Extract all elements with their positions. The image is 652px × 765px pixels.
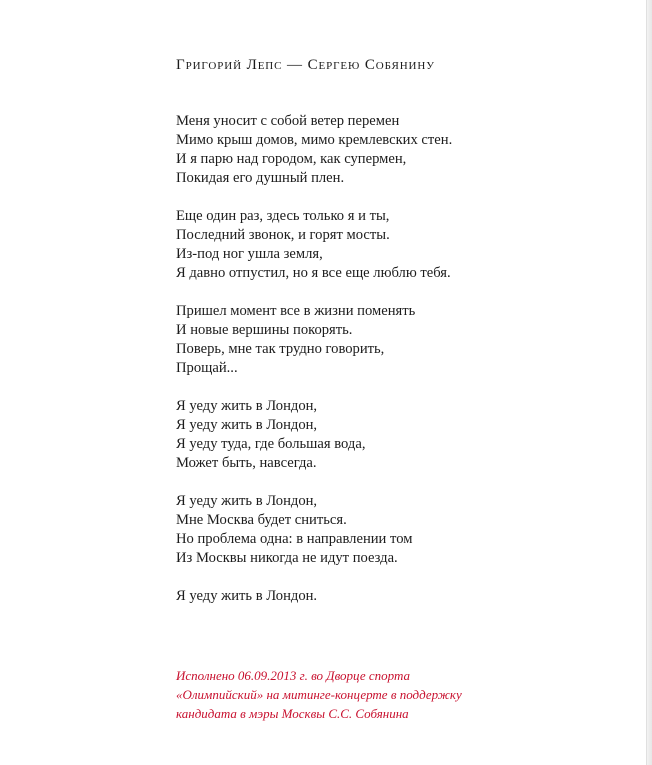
page-title: Григорий Лепс — Сергею Собянину <box>176 57 435 73</box>
poem-line: Из-под ног ушла земля, <box>176 246 323 262</box>
stanza-2 <box>176 207 616 283</box>
poem-line: Из Москвы никогда не идут поезда. <box>176 550 398 566</box>
stanza-4 <box>176 397 616 473</box>
note-line: кандидата в мэры Москвы С.С. Собянина <box>176 706 409 721</box>
performance-note <box>176 666 616 723</box>
poem-line: Пришел момент все в жизни поменять <box>176 303 416 319</box>
poem-line: Мне Москва будет сниться. <box>176 512 347 528</box>
poem-line: Прощай... <box>176 360 238 376</box>
poem-line: Последний звонок, и горят мосты. <box>176 227 390 243</box>
note-line: «Олимпийский» на митинге-концерте в поддержку <box>176 687 462 702</box>
poem <box>176 112 616 625</box>
stanza-6 <box>176 587 616 606</box>
stanza-1 <box>176 112 616 188</box>
poem-line: Меня уносит с собой ветер перемен <box>176 113 400 129</box>
poem-line: Я уеду жить в Лондон, <box>176 398 318 414</box>
stanza-5 <box>176 492 616 568</box>
stanza-3 <box>176 302 616 378</box>
poem-line: И новые вершины покорять. <box>176 322 353 338</box>
poem-line: Но проблема одна: в направлении том <box>176 531 413 547</box>
poem-line: И я парю над городом, как супермен, <box>176 151 407 167</box>
poem-line: Я давно отпустил, но я все еще люблю тебя. <box>176 265 451 281</box>
page-edge <box>646 0 652 765</box>
note-line: Исполнено 06.09.2013 г. во Дворце спорта <box>176 668 411 683</box>
poem-line: Я уеду туда, где большая вода, <box>176 436 366 452</box>
poem-line: Покидая его душный плен. <box>176 170 345 186</box>
poem-line: Может быть, навсегда. <box>176 455 317 471</box>
poem-line: Я уеду жить в Лондон, <box>176 417 318 433</box>
poem-line: Еще один раз, здесь только я и ты, <box>176 208 390 224</box>
poem-line: Поверь, мне так трудно говорить, <box>176 341 385 357</box>
poem-line: Я уеду жить в Лондон, <box>176 493 318 509</box>
poem-line: Мимо крыш домов, мимо кремлевских стен. <box>176 132 453 148</box>
poem-line: Я уеду жить в Лондон. <box>176 588 318 604</box>
